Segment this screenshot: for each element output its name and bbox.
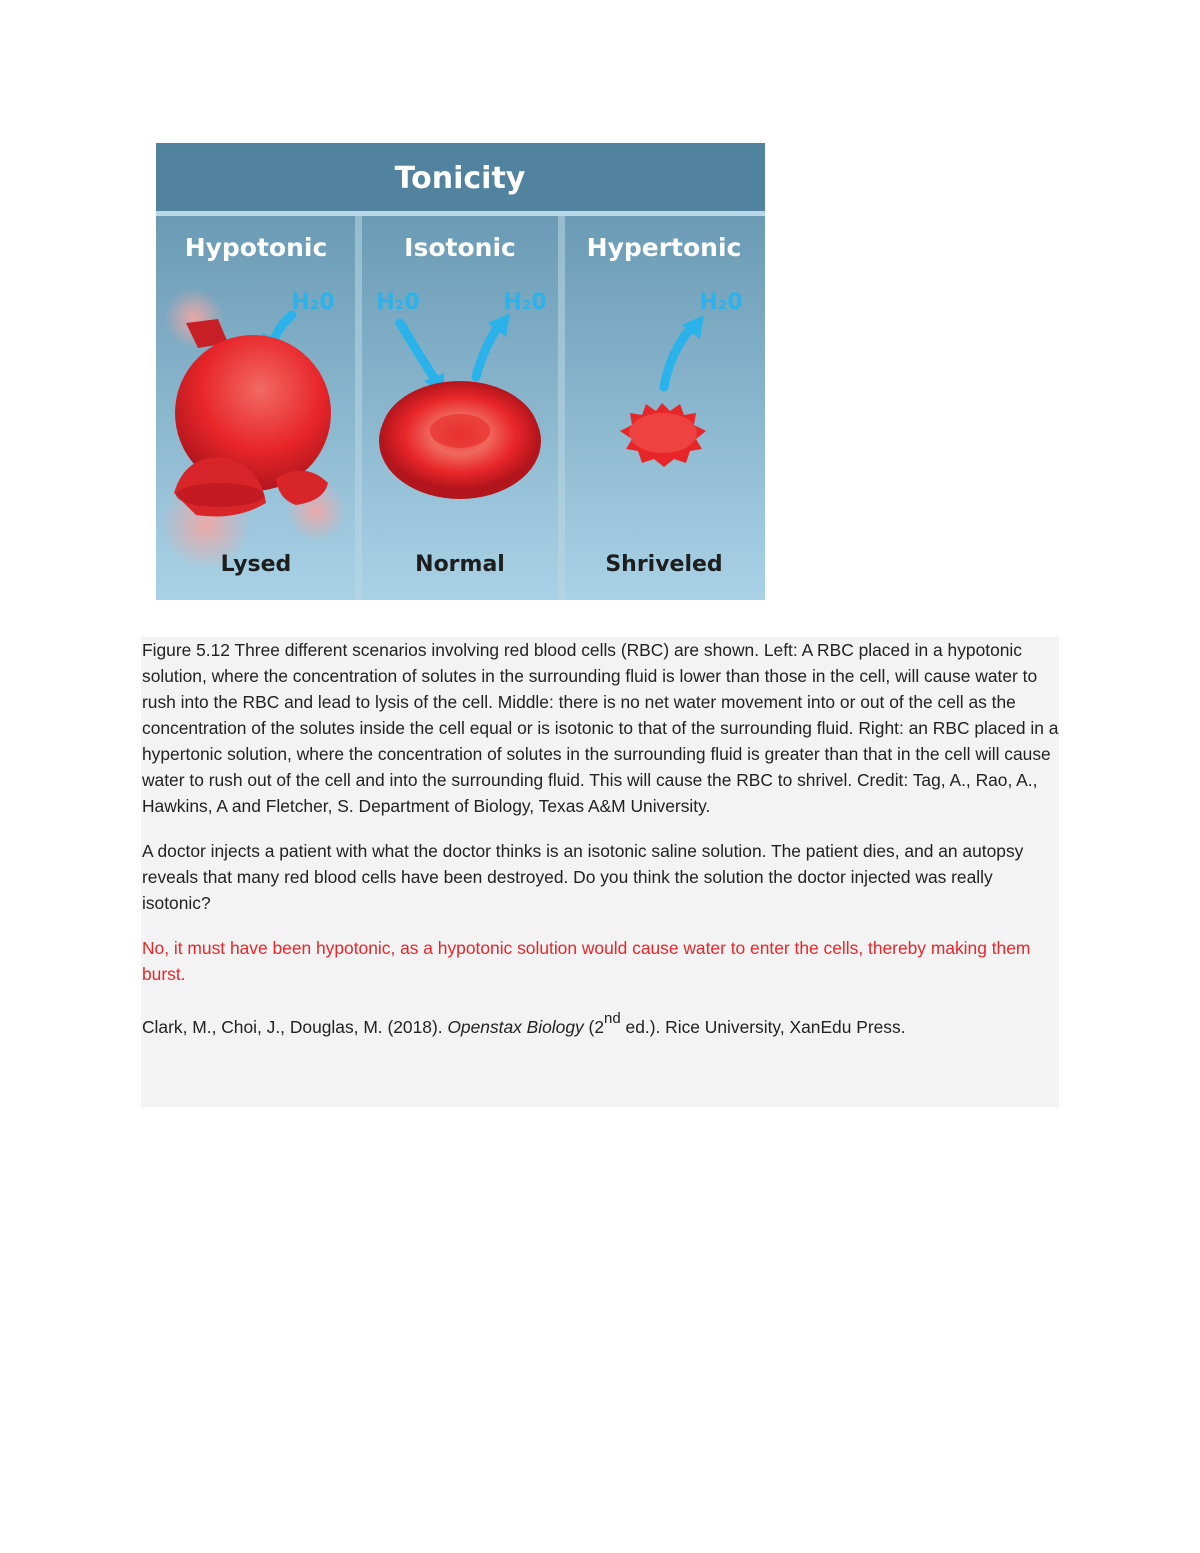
tonicity-figure <box>156 143 765 600</box>
figure-caption: Figure 5.12 Three different scenarios involving red blood cells (RBC) are shown. Left: A RBC placed in a hypotonic solution, where the concentration of solutes in the surrounding fluid is lower than those in the cell, will cause water to rush into the RBC and lead to lysis of the cell. Middle: there is no net water movement into or out of the cell as the concentration of the solutes inside the cell equal or is isotonic to that of the surrounding fluid. Right: an RBC placed in a hypertonic solution, where the concentration of solutes in the surrounding fluid is greater than that in the cell will cause water to rush out of the cell and into the surrounding fluid. This will cause the RBC to shrivel. Credit: Tag, A., Rao, A., Hawkins, A and Fletcher, S. Department of Biology, Texas A&M University. <box>142 640 1059 816</box>
citation-edition-open: (2 <box>583 1017 605 1037</box>
citation-book-title: Openstax Biology <box>447 1017 584 1037</box>
question-text: A doctor injects a patient with what the doctor thinks is an isotonic saline solution. The patient dies, and an autopsy reveals that many red blood cells have been destroyed. Do you think the solution the doctor injected was really isotonic? <box>142 841 1024 913</box>
water-label-isotonic-in: H₂0 <box>376 290 420 315</box>
text-block <box>141 637 1059 1107</box>
heading-isotonic: Isotonic <box>404 233 516 262</box>
citation-edition-sup: nd <box>604 1010 621 1028</box>
header-divider <box>156 211 765 216</box>
heading-hypotonic: Hypotonic <box>184 233 328 262</box>
water-label-isotonic-out: H₂0 <box>503 290 547 315</box>
water-label-hypertonic: H₂0 <box>699 290 743 315</box>
heading-hypertonic: Hypertonic <box>586 233 742 262</box>
figure-title: Tonicity <box>394 161 526 196</box>
state-shriveled: Shriveled <box>605 552 723 577</box>
water-label-hypotonic: H₂0 <box>291 290 335 315</box>
state-normal: Normal <box>415 552 505 577</box>
state-lysed: Lysed <box>220 552 292 577</box>
citation <box>142 1010 1059 1040</box>
citation-authors: Clark, M., Choi, J., Douglas, M. (2018). <box>142 1017 448 1037</box>
citation-edition-close: ed.). Rice University, XanEdu Press. <box>620 1017 906 1037</box>
panel-divider-1 <box>355 216 362 600</box>
panel-divider-2 <box>558 216 565 600</box>
tonicity-illustration <box>156 143 765 600</box>
normal-cell <box>379 381 541 499</box>
answer-text: No, it must have been hypotonic, as a hypotonic solution would cause water to enter the cells, thereby making them burst. <box>142 938 1031 984</box>
